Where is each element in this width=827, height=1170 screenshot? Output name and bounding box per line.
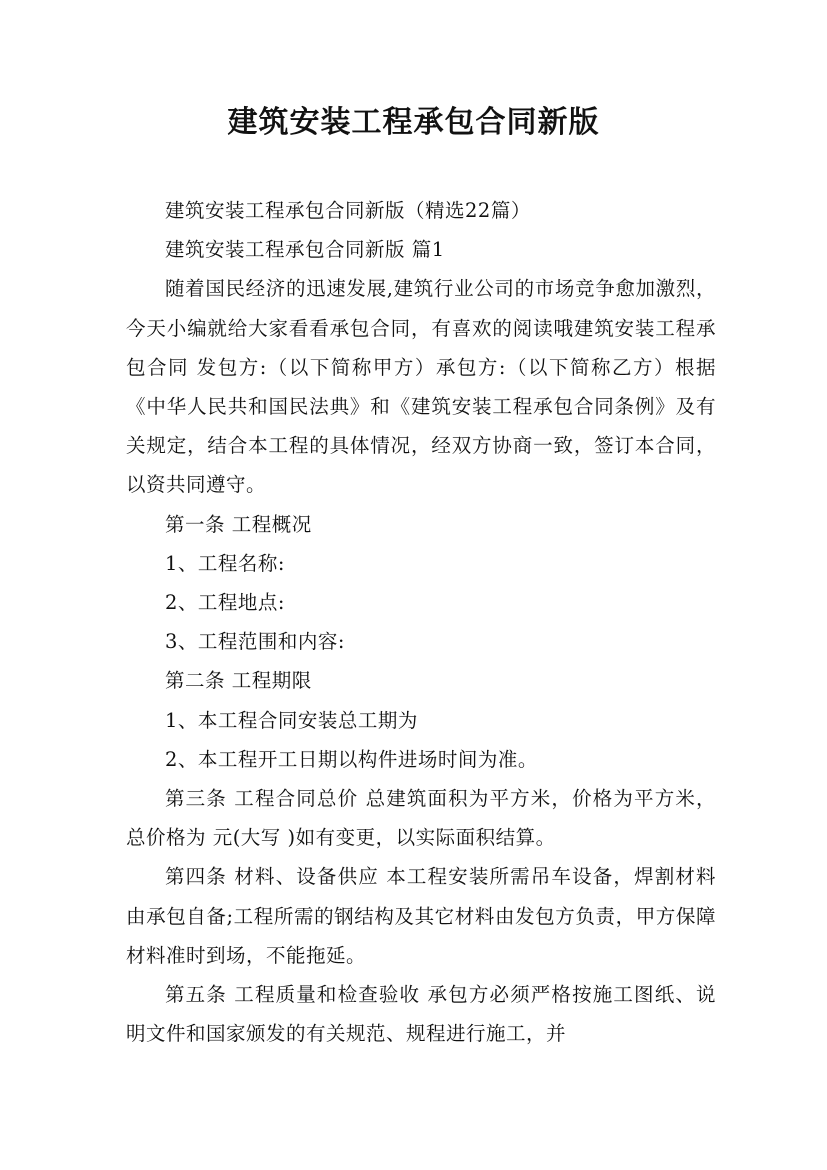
article-heading: 第一条 工程概况 <box>165 512 312 536</box>
section-heading: 建筑安装工程承包合同新版 篇1 <box>165 238 445 262</box>
list-item: 2、本工程开工日期以构件进场时间为准。 <box>165 747 538 771</box>
intro-paragraph: 随着国民经济的迅速发展,建筑行业公司的市场竞争愈加激烈，今天小编就给大家看看承包合同，有喜欢的阅读哦建筑安装工程承包合同 发包方:（以下简称甲方）承包方:（以下简称乙方）根据《中华人民共和国民法典》和《建筑安装工程承包合同条例》及有关规定，结合本工程的具体情况，经双方协商一致，签订本合同，以资共同遵守。 <box>126 277 716 497</box>
list-item: 1、本工程合同安装总工期为 <box>165 708 418 732</box>
list-item: 2、工程地点: <box>165 591 285 615</box>
document-title: 建筑安装工程承包合同新版 <box>227 105 600 140</box>
article-paragraph: 第五条 工程质量和检查验收 承包方必须严格按施工图纸、说明文件和国家颁发的有关规范、规程进行施工，并 <box>126 983 716 1046</box>
subtitle-paragraph: 建筑安装工程承包合同新版（精选22篇） <box>165 199 531 222</box>
list-item: 3、工程范围和内容: <box>165 630 345 654</box>
document-body <box>126 191 716 1053</box>
article-paragraph: 第四条 材料、设备供应 本工程安装所需吊车设备，焊割材料由承包自备;工程所需的钢结构及其它材料由发包方负责，甲方保障材料准时到场，不能拖延。 <box>126 865 716 967</box>
article-paragraph: 第三条 工程合同总价 总建筑面积为平方米，价格为平方米，总价格为 元(大写 )如有变更，以实际面积结算。 <box>126 787 716 850</box>
article-heading: 第二条 工程期限 <box>165 669 312 693</box>
list-item: 1、工程名称: <box>165 551 285 575</box>
